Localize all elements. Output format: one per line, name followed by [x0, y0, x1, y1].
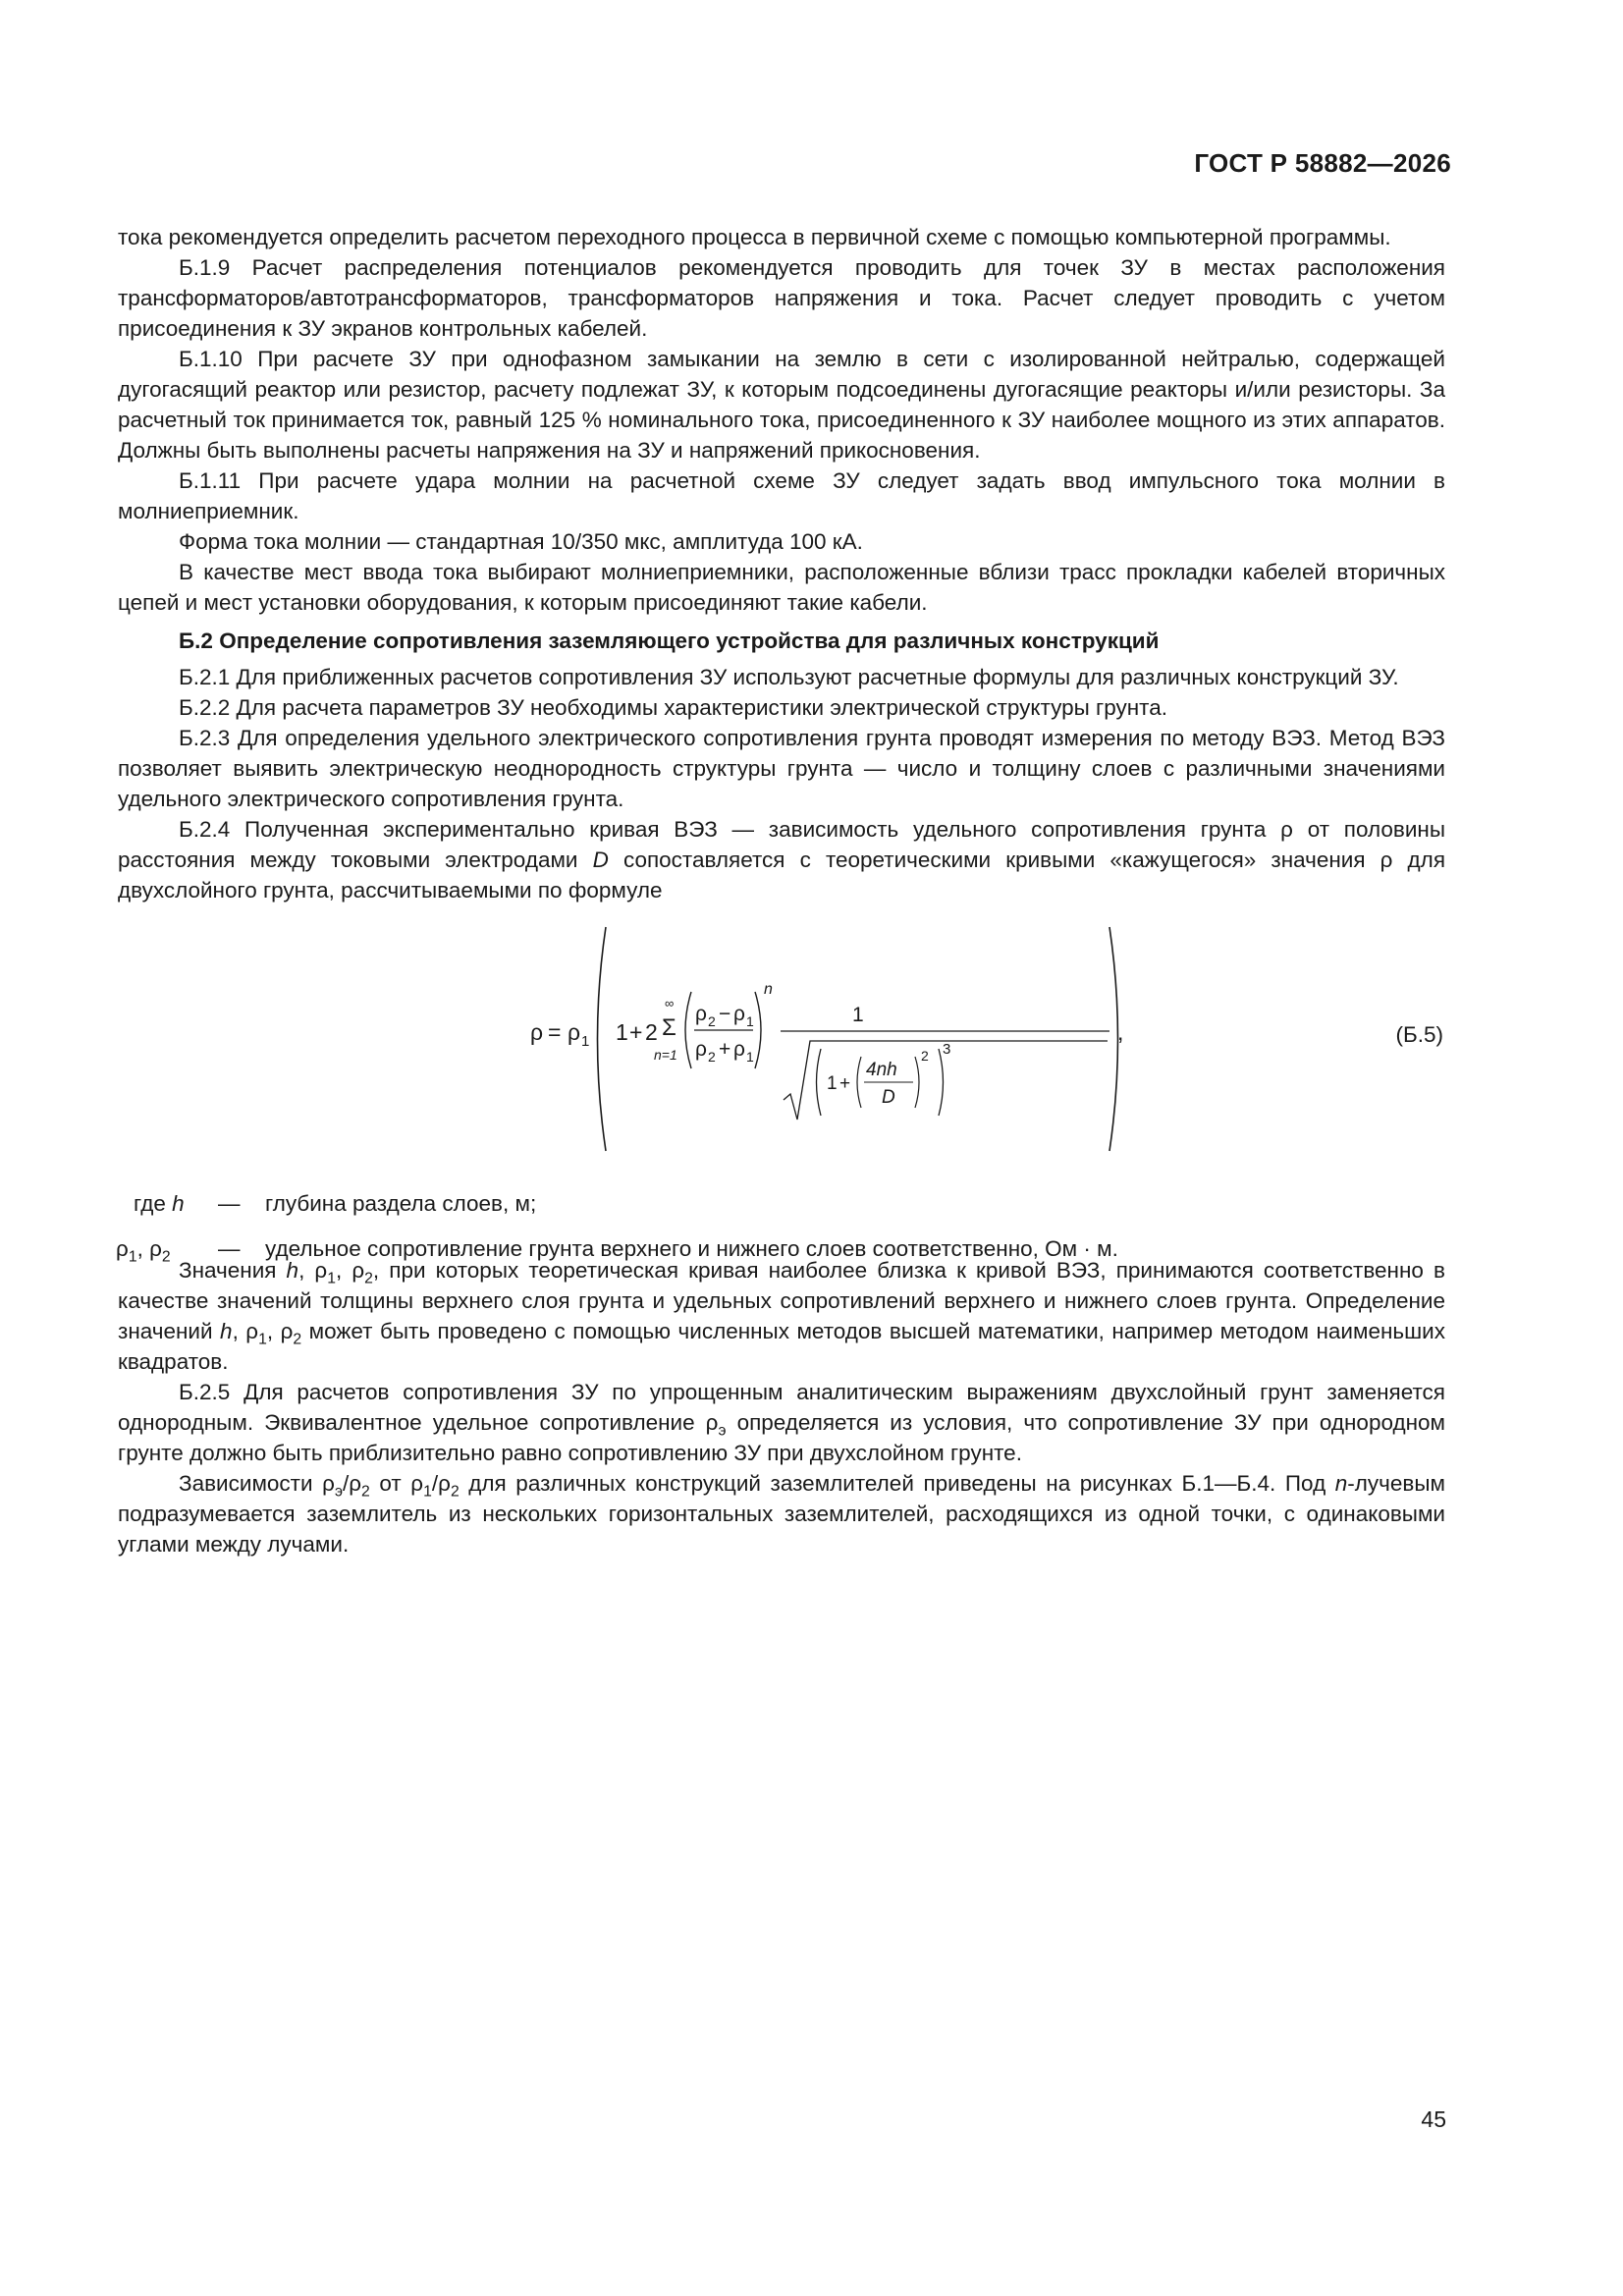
- subscript: 2: [361, 1483, 370, 1501]
- ratio-den-plus: +: [719, 1038, 731, 1061]
- ratio-num-sub-1: 1: [746, 1013, 754, 1029]
- power-2: 2: [921, 1048, 929, 1064]
- inner-left-paren: [817, 1049, 822, 1116]
- section-heading-b-2: Б.2 Определение сопротивления заземляющего устройства для различных конструкций: [179, 629, 1160, 653]
- sigma-sign: Σ: [662, 1014, 676, 1041]
- page-number: 45: [1421, 2106, 1446, 2132]
- power-n: n: [764, 981, 773, 998]
- variable-d: D: [592, 847, 609, 872]
- text-run: -лучевым подразумевается заземлитель из нескольких горизонтальных заземлителей, расходящихся из одной точки, с одинаковыми углами между лучами.: [118, 1471, 1445, 1557]
- paragraph-b-2-4-part-1: Б.2.4 Полученная экспериментально кривая ВЭЗ — зависимость удельного сопротивления грунта ρ от половины расстояния между токовыми электродами: [118, 817, 1445, 872]
- main-numerator-one: 1: [852, 1004, 864, 1026]
- paragraph-b-2-4: [118, 814, 1445, 905]
- text-run: , ρ: [335, 1258, 365, 1283]
- definition-dash: —: [218, 1236, 241, 1261]
- subscript: 2: [450, 1483, 460, 1501]
- text-run: определяется из условия, что сопротивление ЗУ при однородном грунте должно быть приблизительно равно сопротивлению ЗУ при двухслойном грунте.: [118, 1410, 1446, 1465]
- formula-rho-1: ρ: [568, 1019, 581, 1045]
- ratio-num-sub-2: 2: [708, 1013, 716, 1029]
- paragraph-injection-points: В качестве мест ввода тока выбирают молниеприемники, расположенные вблизи трасс прокладки кабелей вторичных цепей и мест установки оборудования, к которым присоединяют такие кабели.: [118, 560, 1445, 615]
- subscript: 1: [327, 1270, 336, 1287]
- text-run: /ρ: [342, 1471, 362, 1496]
- text-run: где: [134, 1191, 173, 1216]
- ratio-num-minus: −: [719, 1003, 731, 1025]
- formula-b-5: [118, 925, 1445, 1153]
- subscript: 2: [364, 1270, 373, 1287]
- text-run: , ρ: [298, 1258, 328, 1283]
- subscript: 2: [293, 1331, 302, 1348]
- definition-rho: [118, 1226, 1445, 1271]
- sigma-upper-limit: ∞: [665, 996, 675, 1011]
- ratio-den-rho-1: ρ: [733, 1038, 745, 1061]
- formula-two: 2: [645, 1019, 658, 1045]
- definitions-list: [118, 1180, 1445, 1271]
- text-run: , ρ: [266, 1319, 294, 1343]
- italic-variable: h: [220, 1319, 233, 1343]
- paragraph-b-2-5: [118, 1377, 1445, 1468]
- ratio-den-rho-2: ρ: [695, 1038, 707, 1061]
- ratio-right-paren: [755, 992, 761, 1068]
- definition-dash: —: [218, 1191, 241, 1216]
- paragraph-values-h-rho: [118, 1255, 1445, 1377]
- text-run: от ρ: [369, 1471, 424, 1496]
- text-run: /ρ: [431, 1471, 451, 1496]
- outer-left-paren: [598, 927, 607, 1151]
- formula-equals: =: [548, 1019, 562, 1045]
- text-run: , ρ: [136, 1236, 162, 1261]
- inner-right-paren: [939, 1049, 944, 1116]
- ratio-den-sub-1: 1: [746, 1049, 754, 1065]
- frac-left-paren: [857, 1057, 861, 1108]
- paragraph-continuation: тока рекомендуется определить расчетом переходного процесса в первичной схеме с помощью компьютерной программы.: [118, 225, 1391, 249]
- paragraph-current-form: Форма тока молнии — стандартная 10/350 мкс, амплитуда 100 кА.: [179, 529, 863, 554]
- text-run: , при которых теоретическая кривая наиболее близка к кривой ВЭЗ, принимаются соответственно в качестве значений толщины верхнего слоя грунта и удельных сопротивлений верхнего и нижнего слоев грунта. Определение значений: [118, 1258, 1445, 1343]
- inner-plus: +: [839, 1073, 851, 1094]
- formula-rho-1-sub: 1: [581, 1033, 590, 1050]
- frac-4nh: 4nh: [866, 1060, 897, 1080]
- paragraph-b-2-1: Б.2.1 Для приближенных расчетов сопротивления ЗУ используют расчетные формулы для различных конструкций ЗУ.: [179, 665, 1399, 689]
- definition-h: [118, 1180, 1445, 1226]
- ratio-num-rho-2: ρ: [695, 1003, 707, 1025]
- ratio-num-rho-1: ρ: [733, 1003, 745, 1025]
- text-run: ρ: [116, 1236, 129, 1261]
- italic-variable: n: [1334, 1471, 1348, 1496]
- paragraph-b-2-3: Б.2.3 Для определения удельного электрического сопротивления грунта проводят измерения по методу ВЭЗ. Метод ВЭЗ позволяет выявить электрическую неоднородность структуры грунта — число и толщину слоев с различными значениями удельного электрического сопротивления грунта.: [118, 726, 1445, 811]
- frac-d: D: [882, 1087, 895, 1108]
- definition-symbol: [134, 1188, 185, 1219]
- text-run: Б.2.5 Для расчетов сопротивления ЗУ по упрощенным аналитическим выражениям двухслойный грунт заменяется однородным. Эквивалентное удельное сопротивление ρ: [118, 1380, 1445, 1435]
- inner-one: 1: [827, 1073, 838, 1094]
- equation-number: (Б.5): [1395, 1022, 1443, 1047]
- formula-one: 1: [616, 1019, 628, 1045]
- paragraph-b-1-11: Б.1.11 При расчете удара молнии на расчетной схеме ЗУ следует задать ввод импульсного тока молнии в молниеприемник.: [118, 468, 1445, 523]
- definition-text: глубина раздела слоев, м;: [265, 1191, 537, 1216]
- subscript: 1: [258, 1331, 267, 1348]
- paragraph-b-2-4-part-2: сопоставляется с теоретическими кривыми «кажущегося» значения ρ для двухслойного грунта, рассчитываемыми по формуле: [118, 847, 1445, 902]
- definition-text: удельное сопротивление грунта верхнего и нижнего слоев соответственно, Ом · м.: [265, 1236, 1118, 1261]
- subscript: 2: [161, 1248, 171, 1266]
- formula-rho: ρ: [530, 1019, 544, 1045]
- document-code: ГОСТ Р 58882—2026: [1194, 148, 1451, 178]
- formula-comma: ,: [1117, 1019, 1124, 1045]
- frac-right-paren: [915, 1057, 919, 1108]
- definition-symbol: [116, 1233, 171, 1264]
- formula-plus: +: [629, 1019, 643, 1045]
- paragraph-b-1-9: Б.1.9 Расчет распределения потенциалов рекомендуется проводить для точек ЗУ в местах расположения трансформаторов/автотрансформаторов, трансформаторов напряжения и тока. Расчет следует проводить с учетом присоединения к ЗУ экранов контрольных кабелей.: [118, 255, 1445, 341]
- document-body: [118, 222, 1445, 1559]
- italic-variable: h: [172, 1191, 185, 1216]
- italic-variable: h: [286, 1258, 299, 1283]
- paragraph-b-1-10: Б.1.10 При расчете ЗУ при однофазном замыкании на землю в сети с изолированной нейтралью, содержащей дугогасящий реактор или резистор, расчету подлежат ЗУ, к которым подсоединены дугогасящие реакторы и/или резисторы. За расчетный ток принимается ток, равный 125 % номинального тока, присоединенного к ЗУ наиболее мощного из этих аппаратов. Должны быть выполнены расчеты напряжения на ЗУ и напряжений прикосновения.: [118, 347, 1445, 463]
- ratio-left-paren: [685, 992, 691, 1068]
- text-run: Зависимости ρ: [179, 1471, 335, 1496]
- text-run: может быть проведено с помощью численных методов высшей математики, например методом наименьших квадратов.: [118, 1319, 1445, 1374]
- paragraph-dependencies: [118, 1468, 1445, 1559]
- subscript: 1: [128, 1248, 137, 1266]
- power-3: 3: [943, 1041, 951, 1058]
- text-run: , ρ: [232, 1319, 259, 1343]
- subscript: э: [718, 1422, 727, 1440]
- text-run: Значения: [179, 1258, 287, 1283]
- sigma-lower-limit: n=1: [654, 1047, 677, 1063]
- subscript: 1: [423, 1483, 432, 1501]
- text-run: для различных конструкций заземлителей приведены на рисунках Б.1—Б.4. Под: [459, 1471, 1335, 1496]
- formula-svg: [530, 925, 1124, 1153]
- paragraph-b-2-2: Б.2.2 Для расчета параметров ЗУ необходимы характеристики электрической структуры грунта.: [179, 695, 1167, 720]
- ratio-den-sub-2: 2: [708, 1049, 716, 1065]
- subscript: э: [334, 1483, 343, 1501]
